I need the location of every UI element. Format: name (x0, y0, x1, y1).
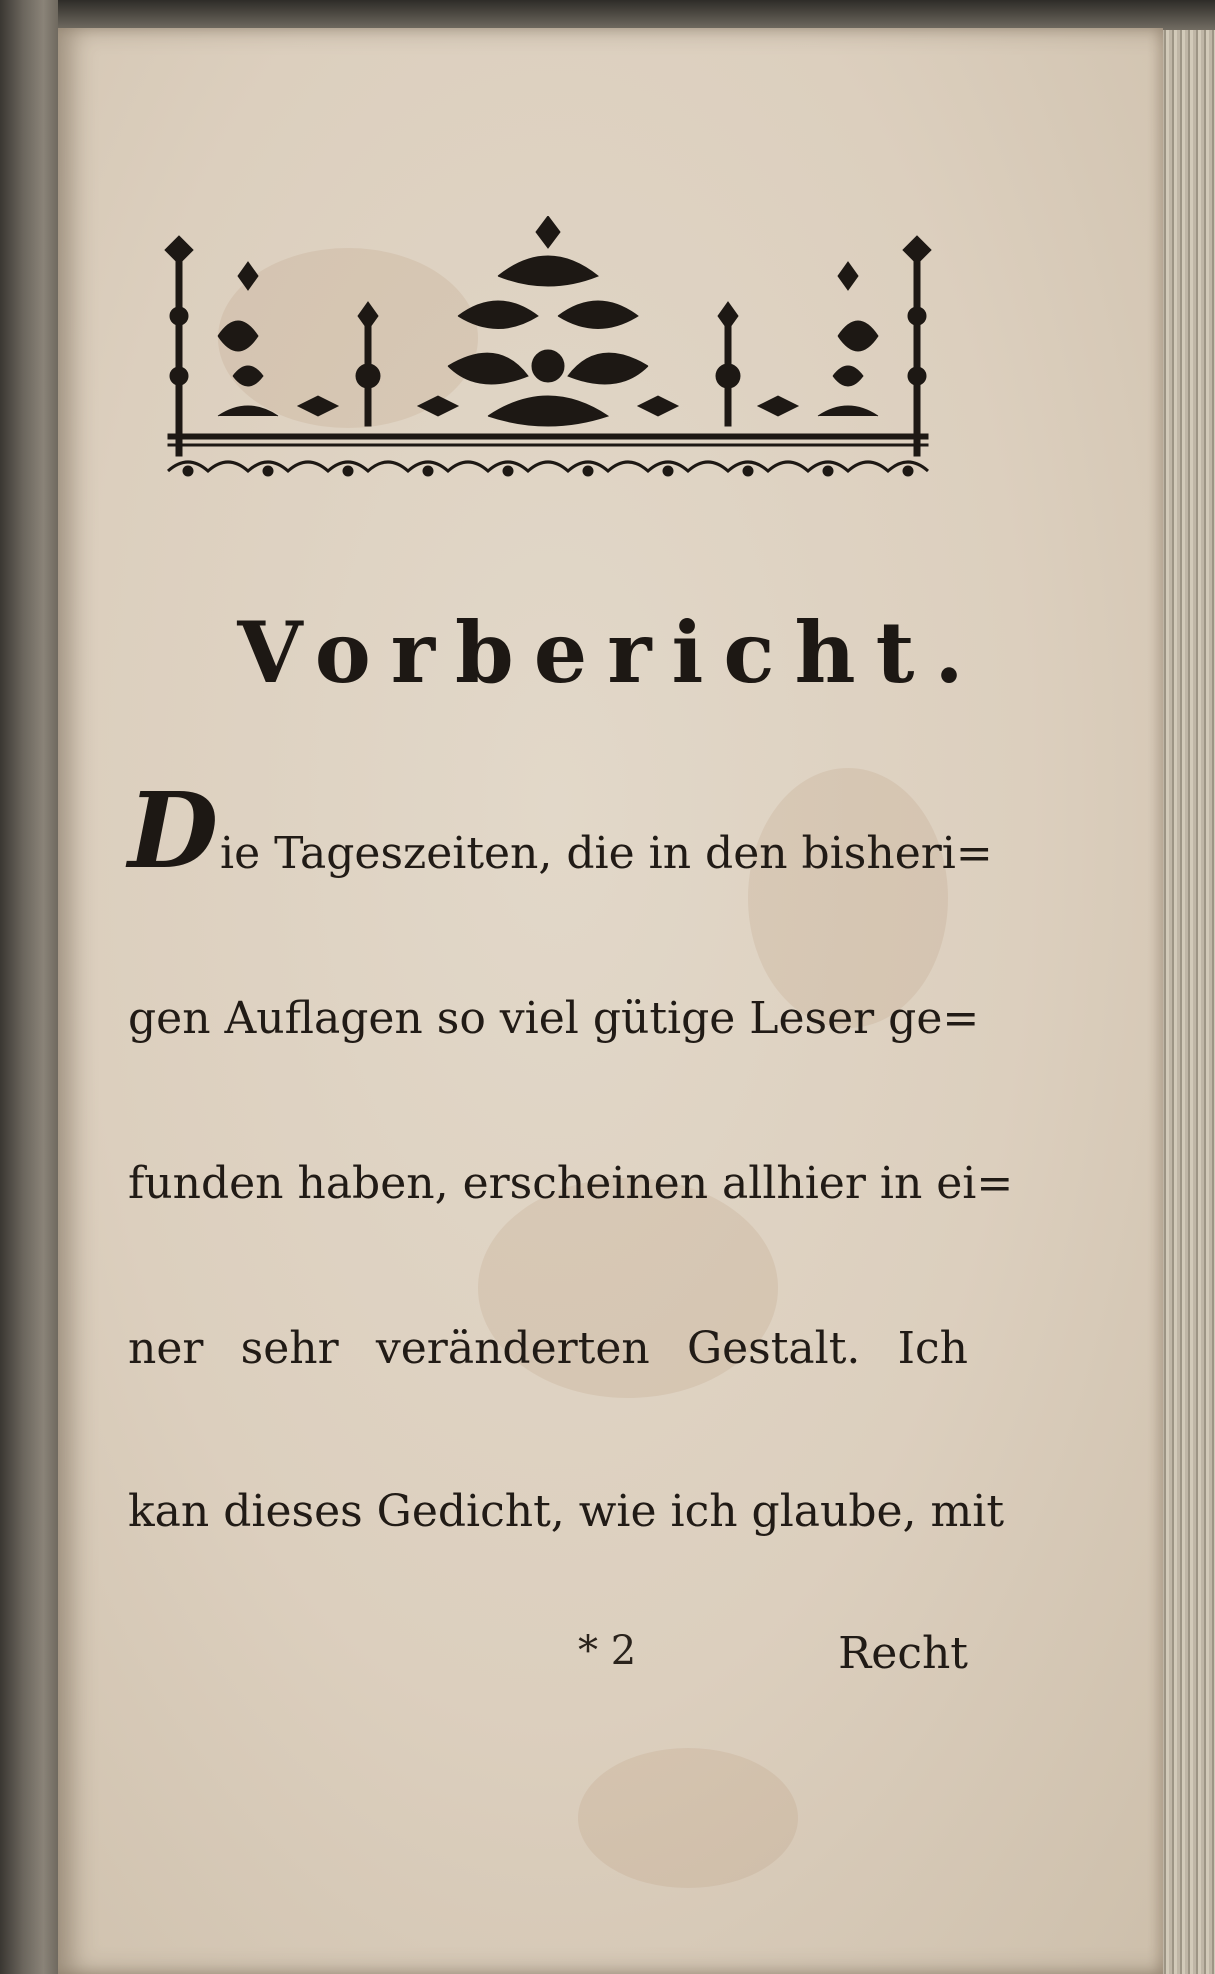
book-page (58, 28, 1163, 1974)
text-line: kan dieses Gedicht, wie ich glaube, mit (128, 1486, 1005, 1537)
catchword: Recht (838, 1628, 968, 1679)
signature-mark: * 2 (578, 1628, 637, 1674)
text-line: gen Auflagen so viel gütige Leser ge= (128, 993, 980, 1044)
book-spine (0, 0, 58, 1974)
text-line: funden haben, erscheinen allhier in ei= (128, 1158, 1014, 1209)
text-line: ie Tageszeiten, die in den bisheri= (220, 828, 993, 879)
drop-cap: D (128, 769, 219, 892)
text-line: ner sehr veränderten Gestalt. Ich (128, 1323, 968, 1374)
headpiece-ornament (128, 216, 968, 496)
page-title: Vorbericht. (237, 603, 984, 702)
